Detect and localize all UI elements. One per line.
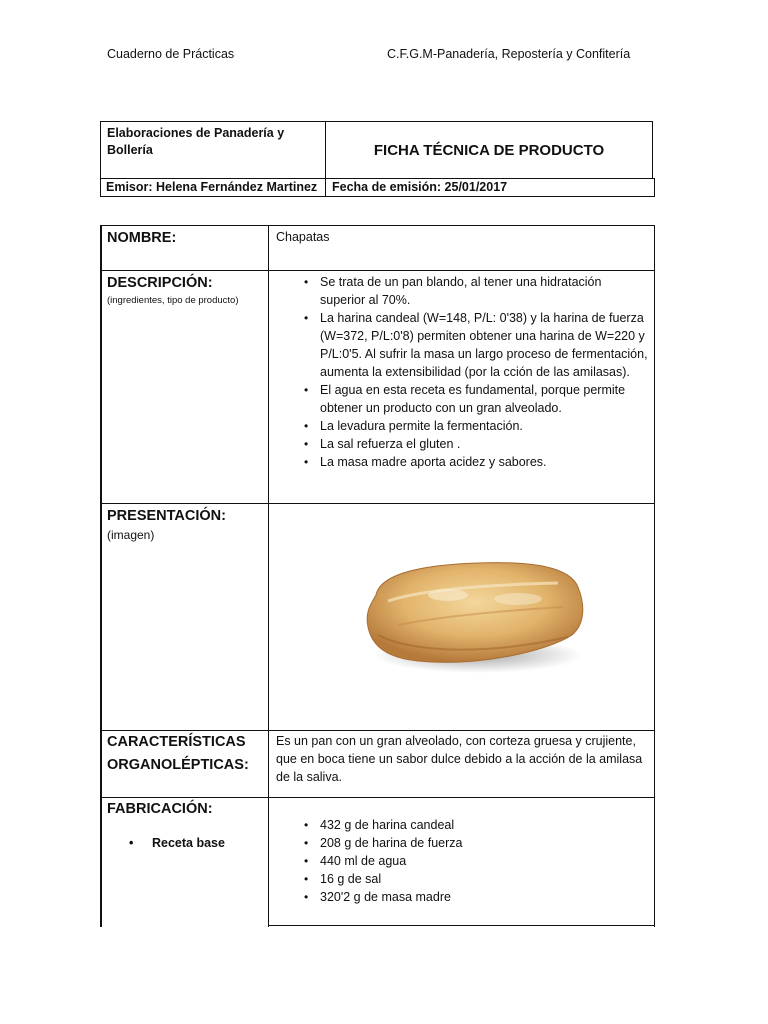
- row-divider: [100, 225, 655, 226]
- row-divider: [268, 925, 655, 926]
- fecha-value: 25/01/2017: [444, 180, 508, 194]
- fabricacion-label: FABRICACIÓN:: [107, 801, 213, 817]
- emisor-label: Emisor:: [106, 180, 153, 194]
- table-border-left: [100, 225, 102, 927]
- receta-base-item: [130, 836, 225, 850]
- fecha-cell: [325, 178, 655, 197]
- document-title-cell: [325, 121, 653, 179]
- row-divider: [100, 503, 655, 504]
- descripcion-sublabel: (ingredientes, tipo de producto): [107, 295, 239, 306]
- fecha-label: Fecha de emisión:: [332, 180, 442, 194]
- list-item: • 320'2 g de masa madre: [276, 888, 648, 906]
- nombre-value: Chapatas: [276, 230, 330, 244]
- page-header-left: Cuaderno de Prácticas: [107, 47, 235, 61]
- list-item: • La sal refuerza el gluten .: [276, 435, 648, 453]
- presentacion-label: PRESENTACIÓN:: [107, 508, 226, 524]
- list-item: • La masa madre aporta acidez y sabores.: [276, 453, 648, 471]
- document-title: FICHA TÉCNICA DE PRODUCTO: [373, 141, 605, 159]
- row-divider: [100, 270, 655, 271]
- list-item: • Se trata de un pan blando, al tener una hidratación superior al 70%.: [276, 273, 648, 309]
- organolepticas-text: Es un pan con un gran alveolado, con corteza gruesa y crujiente, que en boca tiene un sabor dulce debido a la acción de la amilasa de la saliva.: [276, 734, 643, 784]
- ciabatta-bread-image: [358, 555, 590, 680]
- list-item: • El agua en esta receta es fundamental, porque permite obtener un producto con un gran alveolado.: [276, 381, 648, 417]
- nombre-label: NOMBRE:: [107, 230, 177, 246]
- page-header-right: C.F.G.M-Panadería, Repostería y Confitería: [387, 47, 631, 61]
- list-item: • 16 g de sal: [276, 870, 648, 888]
- ingredient-list: [276, 816, 648, 906]
- descripcion-label: DESCRIPCIÓN:: [107, 275, 213, 291]
- emisor-value: Helena Fernández Martinez: [156, 180, 318, 194]
- presentacion-sublabel: (imagen): [107, 528, 155, 542]
- receta-base-label: Receta base: [152, 836, 225, 850]
- table-column-divider: [268, 225, 269, 927]
- module-cell: [100, 121, 326, 179]
- descripcion-list: [276, 273, 648, 471]
- list-item: • 432 g de harina candeal: [276, 816, 648, 834]
- list-item: • 440 ml de agua: [276, 852, 648, 870]
- list-item: • 208 g de harina de fuerza: [276, 834, 648, 852]
- list-item: • La harina candeal (W=148, P/L: 0'38) y la harina de fuerza (W=372, P/L:0'8) permiten obtener una harina de W=220 y P/L:0'5. Al sufrir la masa un largo proceso de fermentación, aumenta la extensibilidad (por la cción de las amilasas).: [276, 309, 648, 381]
- table-border-right: [654, 225, 655, 927]
- organolepticas-label-line1: CARACTERÍSTICAS: [107, 734, 246, 750]
- product-sheet-table: [100, 225, 655, 927]
- list-item: • La levadura permite la fermentación.: [276, 417, 648, 435]
- module-name: Elaboraciones de Panadería y Bollería: [107, 126, 285, 157]
- organolepticas-label-line2: ORGANOLÉPTICAS:: [107, 757, 249, 773]
- emisor-cell: [100, 178, 326, 197]
